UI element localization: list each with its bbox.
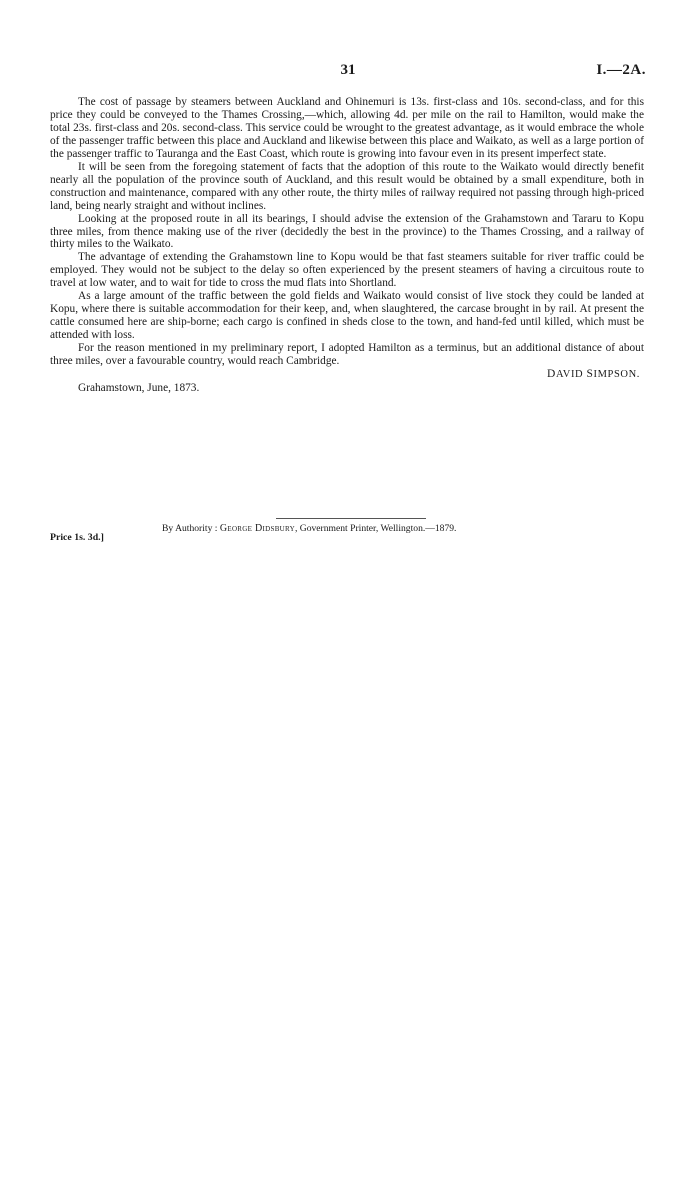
signature-last-rest: IMPSON [593,369,637,381]
imprint-prefix: By Authority : [162,523,220,534]
author-signature [50,368,644,382]
footer-divider [276,518,426,519]
printer-imprint [162,523,602,534]
imprint-suffix: , Government Printer, Wellington.—1879. [294,523,457,534]
dateline: Grahamstown, June, 1873. [78,381,200,394]
imprint-printer-name: George Didsbury [219,523,295,534]
paragraph-passage-cost: The cost of passage by steamers between Auckland and Ohinemuri is 13s. first-class and 10s. second-class, and for this price they could be conveyed to the Thames Crossing,—which, allowing 4d. per mile on the rail to Hamilton, would make the total 23s. first-class and 20s. second-class. This service could be wrought to the greatest advantage, as it would embrace the whole of the passenger traffic between this place and Auckland and likewise between this place and Waikato, as well as a large portion of the passenger traffic to Tauranga and the East Coast, which route is growing into favour even in its present imperfect state. [50,96,644,160]
paragraph-proposed-route: Looking at the proposed route in all its bearings, I should advise the extension of the Grahamstown and Tararu to Kopu three miles, from thence making use of the river (decidedly the best in the province) to the Thames Crossing, and a railway of thirty miles to the Waikato. [50,212,644,251]
signature-first-rest: AVID [555,369,584,381]
signature-first-initial: D [547,368,556,381]
page-header [50,62,646,82]
signature-last-initial: S [586,368,594,381]
paragraph-live-stock: As a large amount of the traffic between the gold fields and Waikato would consist of live stock they could be landed at Kopu, where there is suitable accommodation for their keep, and, when slaughtered, the carcase brought in by rail. At present the cattle consumed here are ship-borne; each cargo is confined in sheds close to the town, and hand-fed until killed, which must be attended with loss. [50,290,644,342]
signature-period: . [636,369,640,381]
price-note: Price 1s. 3d.] [50,532,104,543]
paragraph-route-benefit: It will be seen from the foregoing statement of facts that the adoption of this route to the Waikato would directly benefit nearly all the population of the province south of Auckland, and this result would be obtained by a small expenditure, both in construction and maintenance, compared with any other route, the thirty miles of railway required not passing through high-priced land, being nearly straight and without inclines. [50,160,644,212]
report-body [50,96,644,395]
paragraph-terminus: For the reason mentioned in my preliminary report, I adopted Hamilton as a terminus, but an additional distance of about three miles, over a favourable country, would reach Cambridge. [50,342,644,368]
page-number: 31 [340,62,356,78]
paper-reference: I.—2A. [596,62,646,78]
paragraph-kopu-extension: The advantage of extending the Grahamstown line to Kopu would be that fast steamers suitable for river traffic could be employed. They would not be subject to the delay so often experienced by the present steamers of having a circuitous route to travel at low water, and to wait for tide to cross the mud flats into Shortland. [50,251,644,290]
